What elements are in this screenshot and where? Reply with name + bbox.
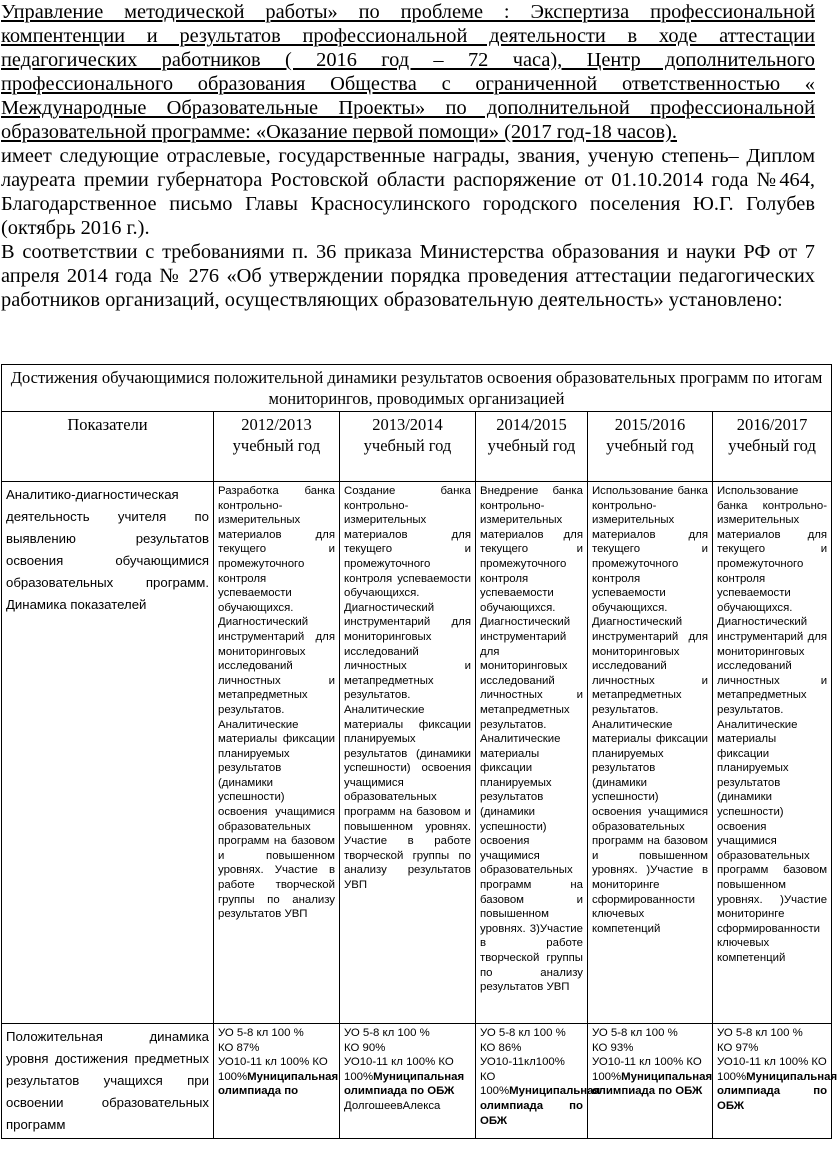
cell-text: 100% bbox=[592, 1070, 622, 1083]
table-title: Достижения обучающимися положительной динамики результатов освоения образовательных программ по итогам мониторингов, проводимых организацией bbox=[2, 365, 832, 412]
cell-line: УО 5-8 кл 100 % bbox=[344, 1027, 430, 1039]
cell-text: 100% bbox=[218, 1070, 248, 1083]
intro-paragraph-awards: имеет следующие отраслевые, государственные награды, звания, ученую степень– Диплом лауреата премии губернатора Ростовской области распоряжение от 01.10.2014 года №464, Благодарственное письмо Главы Красносулинского городского поселения Ю.Г. Голубев (октябрь 2016 г.). bbox=[1, 145, 815, 239]
intro-paragraph-requirements: В соответствии с требованиями п. 36 приказа Министерства образования и науки РФ от 7 апреля 2014 года № 276 «Об утверждении порядка проведения аттестации педагогических работников организаций, осуществляющих образовательную деятельность» установлено: bbox=[1, 241, 815, 311]
column-header-year: 2015/2016 учебный год bbox=[588, 412, 713, 482]
cell-line: УО 5-8 кл 100 % bbox=[480, 1027, 566, 1039]
cell-bold-text: Муниципальная олимпиада по ОБЖ bbox=[592, 1070, 713, 1098]
cell-text: 100% bbox=[480, 1085, 510, 1098]
column-header-year: 2012/2013 учебный год bbox=[214, 412, 340, 482]
intro-text bbox=[0, 0, 816, 312]
cell-line: УО10-11 кл 100% КО bbox=[592, 1056, 702, 1069]
table-cell bbox=[476, 1024, 601, 1139]
table-cell bbox=[340, 1024, 476, 1139]
cell-line: УО10-11 кл 100% КО bbox=[717, 1056, 827, 1069]
column-header-indicators: Показатели bbox=[2, 412, 214, 482]
row-label: Аналитико-диагностическая деятельность учителя по выявлению результатов освоения обучающимися образовательных программ. Динамика показателей bbox=[2, 482, 214, 1024]
cell-line: УО10-11 кл 100% КО bbox=[344, 1056, 454, 1069]
achievements-table bbox=[1, 364, 837, 1139]
table-cell bbox=[713, 1024, 837, 1139]
table-cell: Внедрение банка контрольно-измерительных материалов для текущего и промежуточного контроля успеваемости обучающихся. Диагностический инструментарий для мониторинговых исследований личностных и метапредметных результатов. Аналитические материалы фиксации планируемых результатов (динамики успешности) освоения учащимися образовательных программ на базовом и повышенном уровнях. 3)Участие в работе творческой группы по анализу результатов УВП bbox=[476, 482, 588, 1024]
cell-line: УО 5-8 кл 100 % bbox=[218, 1027, 304, 1039]
cell-line: УО 5-8 кл 100 % bbox=[592, 1027, 678, 1039]
cell-bold-text: Муниципальная олимпиада по ОБЖ bbox=[717, 1070, 837, 1112]
intro-paragraph-qualification: Управление методической работы» по проблеме : Экспертиза профессиональной компентенции и результатов профессиональной деятельности в ходе аттестации педагогических работников ( 2016 год – 72 часа), Центр дополнительного профессионального образования Общества с ограниченной ответственностью « Международные Образовательные Проекты» по дополнительной профессиональной образовательной программе: «Оказание первой помощи» (2017 год-18 часов). bbox=[1, 1, 815, 143]
column-header-year: 2014/2015 учебный год bbox=[476, 412, 588, 482]
cell-line: УО10-11кл100% КО bbox=[480, 1056, 565, 1083]
table-cell: Создание банка контрольно-измерительных материалов для текущего и промежуточного контроля успеваемости обучающихся. Диагностический инструментарий для мониторинговых исследований личностных и метапредметных результатов. Аналитические материалы фиксации планируемых результатов (динамики успешности) освоения учащимися образовательных программ на базовом и повышенном уровнях. Участие в работе творческой группы по анализу результатов УВП bbox=[340, 482, 476, 1024]
cell-line: КО 90% bbox=[344, 1041, 386, 1054]
cell-line: УО 5-8 кл 100 % bbox=[717, 1027, 803, 1039]
cell-line: КО 86% bbox=[480, 1041, 522, 1054]
cell-bold-text: Муниципальная олимпиада по ОБЖ bbox=[480, 1085, 601, 1127]
table-cell bbox=[588, 1024, 713, 1139]
table-row bbox=[2, 1024, 832, 1139]
table-cell bbox=[214, 1024, 340, 1139]
column-header-year: 2016/2017 учебный год bbox=[713, 412, 832, 482]
table-header-row bbox=[2, 412, 832, 482]
table-cell: Использование банка контрольно-измерительных материалов для текущего и промежуточного контроля успеваемости обучающихся. Диагностический инструментарий для мониторинговых исследований личностных и метапредметных результатов. Аналитические материалы фиксации планируемых результатов (динамики успешности) освоения учащимися образовательных программ на базовом и повышенном уровнях. )Участие в мониторинге сформированности ключевых компетенций bbox=[588, 482, 713, 1024]
table-title-row bbox=[2, 365, 832, 412]
cell-line: КО 97% bbox=[717, 1041, 759, 1054]
cell-line: ДолгошеевАлекса bbox=[344, 1099, 441, 1112]
table-row bbox=[2, 482, 832, 1024]
cell-text: 100% bbox=[717, 1070, 747, 1083]
column-header-year: 2013/2014 учебный год bbox=[340, 412, 476, 482]
cell-bold-text: Муниципальная олимпиада по ОБЖ bbox=[344, 1070, 465, 1098]
table-cell: Использование банка контрольно-измерительных материалов для текущего и промежуточного контроля успеваемости обучающихся. Диагностический инструментарий для мониторинговых исследований личностных и метапредметных результатов. Аналитические материалы фиксации планируемых результатов (динамики успешности) освоения учащимися образовательных программ базовом повышенном уровнях. )Участие мониторинге сформированности ключевых компетенций bbox=[713, 482, 832, 1024]
row-label: Положительная динамика уровня достижения предметных результатов учащихся при освоении образовательных программ bbox=[2, 1024, 214, 1139]
cell-bold-text: Муниципальная олимпиада по bbox=[218, 1070, 339, 1098]
cell-line: КО 87% bbox=[218, 1041, 260, 1054]
table-cell: Разработка банка контрольно-измерительных материалов для текущего и промежуточного контроля успеваемости обучающихся. Диагностический инструментарий для мониторинговых исследований личностных и метапредметных результатов. Аналитические материалы фиксации планируемых результатов (динамики успешности) освоения учащимися образовательных программ на базовом и повышенном уровнях. Участие в работе творческой группы по анализу результатов УВП bbox=[214, 482, 340, 1024]
cell-text: 100% bbox=[344, 1070, 374, 1083]
cell-line: УО10-11 кл 100% КО bbox=[218, 1056, 328, 1069]
cell-line: КО 93% bbox=[592, 1041, 634, 1054]
